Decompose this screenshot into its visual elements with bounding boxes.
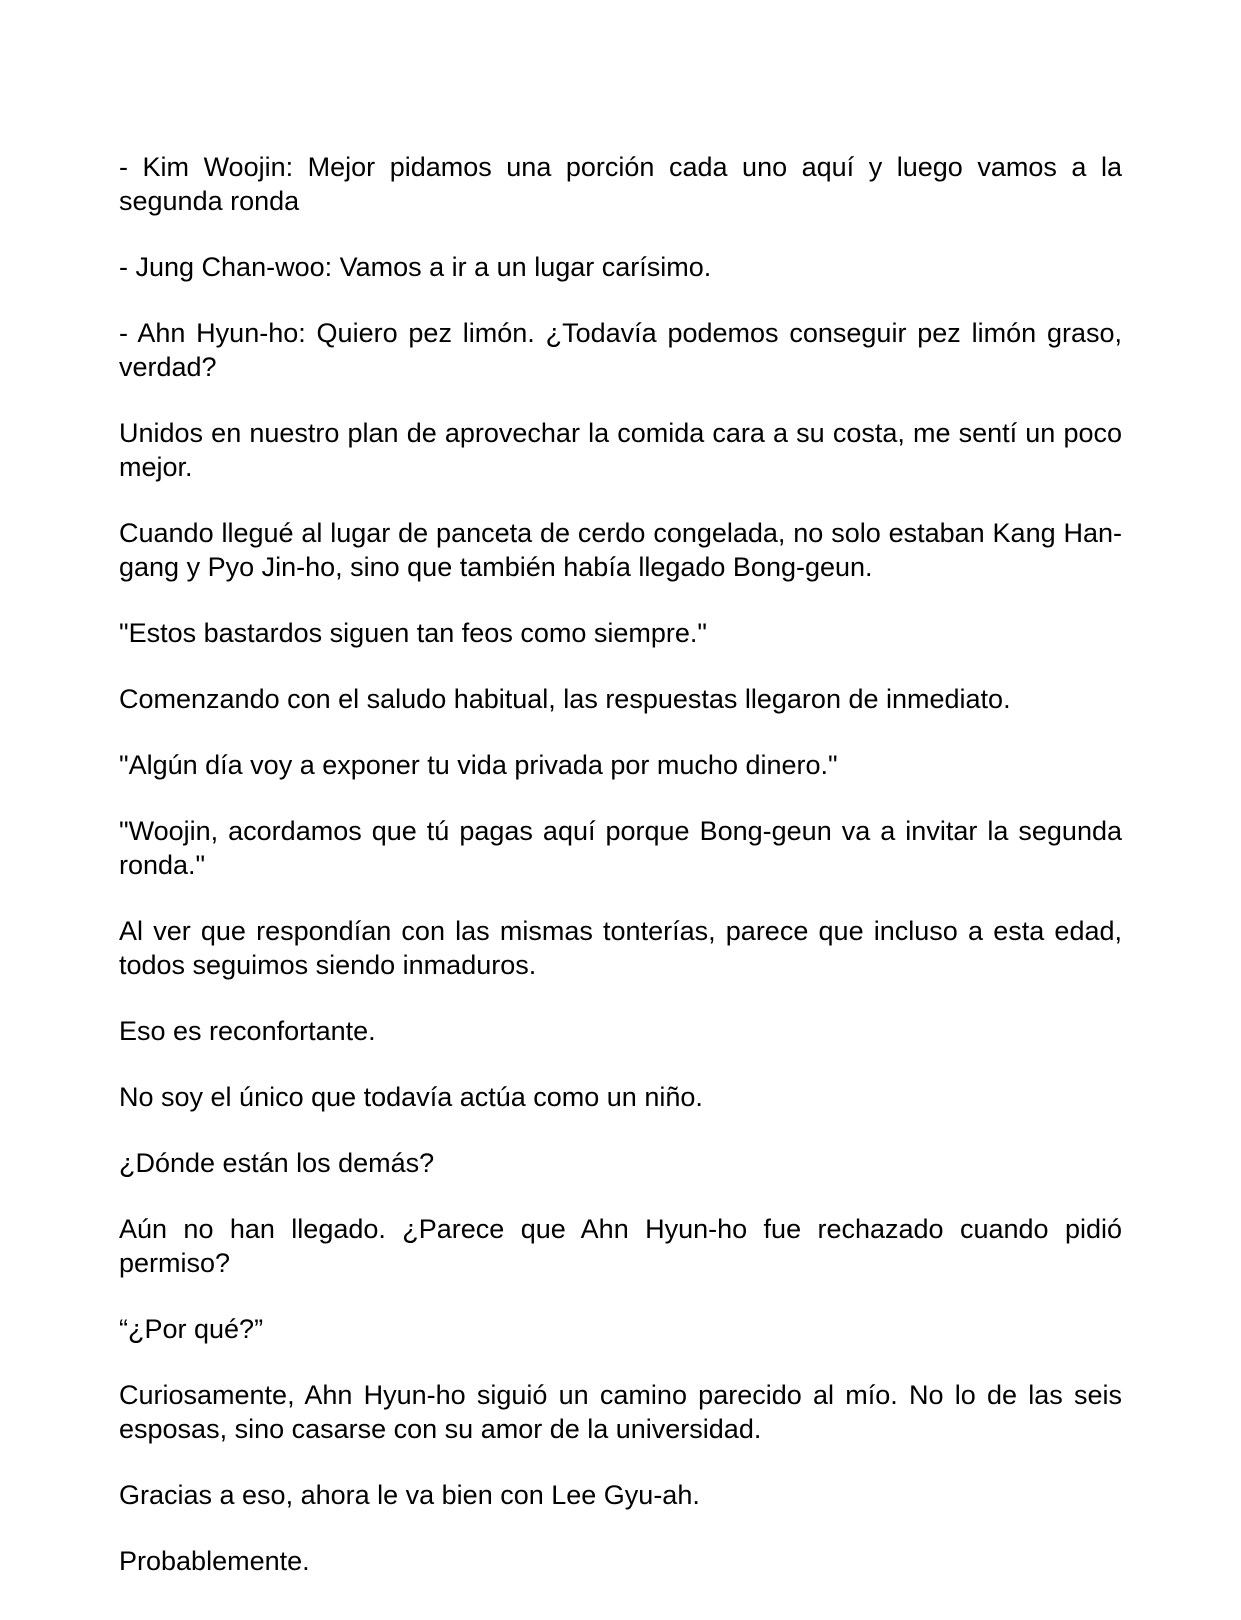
paragraph: Eso es reconfortante. <box>119 1016 376 1046</box>
paragraph: Al ver que respondían con las mismas tonterías, parece que incluso a esta edad, todos seguimos siendo inmaduros. <box>119 916 1122 980</box>
paragraph: - Ahn Hyun-ho: Quiero pez limón. ¿Todavía podemos conseguir pez limón graso, verdad? <box>119 318 1122 382</box>
paragraph: Gracias a eso, ahora le va bien con Lee Gyu-ah. <box>119 1480 700 1510</box>
paragraph: Curiosamente, Ahn Hyun-ho siguió un camino parecido al mío. No lo de las seis esposas, sino casarse con su amor de la universidad. <box>119 1380 1122 1444</box>
paragraph: "Woojin, acordamos que tú pagas aquí porque Bong-geun va a invitar la segunda ronda." <box>119 816 1122 880</box>
paragraph: Aún no han llegado. ¿Parece que Ahn Hyun-ho fue rechazado cuando pidió permiso? <box>119 1214 1122 1278</box>
paragraph: Probablemente. <box>119 1546 310 1576</box>
paragraph: "Algún día voy a exponer tu vida privada por mucho dinero." <box>119 750 838 780</box>
paragraph: Cuando llegué al lugar de panceta de cerdo congelada, no solo estaban Kang Han-gang y Pyo Jin-ho, sino que también había llegado Bong-geun. <box>119 518 1122 582</box>
paragraph: “¿Por qué?” <box>119 1314 264 1344</box>
paragraph: Unidos en nuestro plan de aprovechar la comida cara a su costa, me sentí un poco mejor. <box>119 418 1122 482</box>
paragraph: "Estos bastardos siguen tan feos como siempre." <box>119 618 707 648</box>
paragraph: ¿Dónde están los demás? <box>119 1148 435 1178</box>
paragraph: - Jung Chan-woo: Vamos a ir a un lugar carísimo. <box>119 252 712 282</box>
paragraph: - Kim Woojin: Mejor pidamos una porción cada uno aquí y luego vamos a la segunda ronda <box>119 152 1122 216</box>
paragraph: Comenzando con el saludo habitual, las respuestas llegaron de inmediato. <box>119 684 1011 714</box>
paragraph: No soy el único que todavía actúa como un niño. <box>119 1082 703 1112</box>
document-body <box>119 150 1122 1578</box>
